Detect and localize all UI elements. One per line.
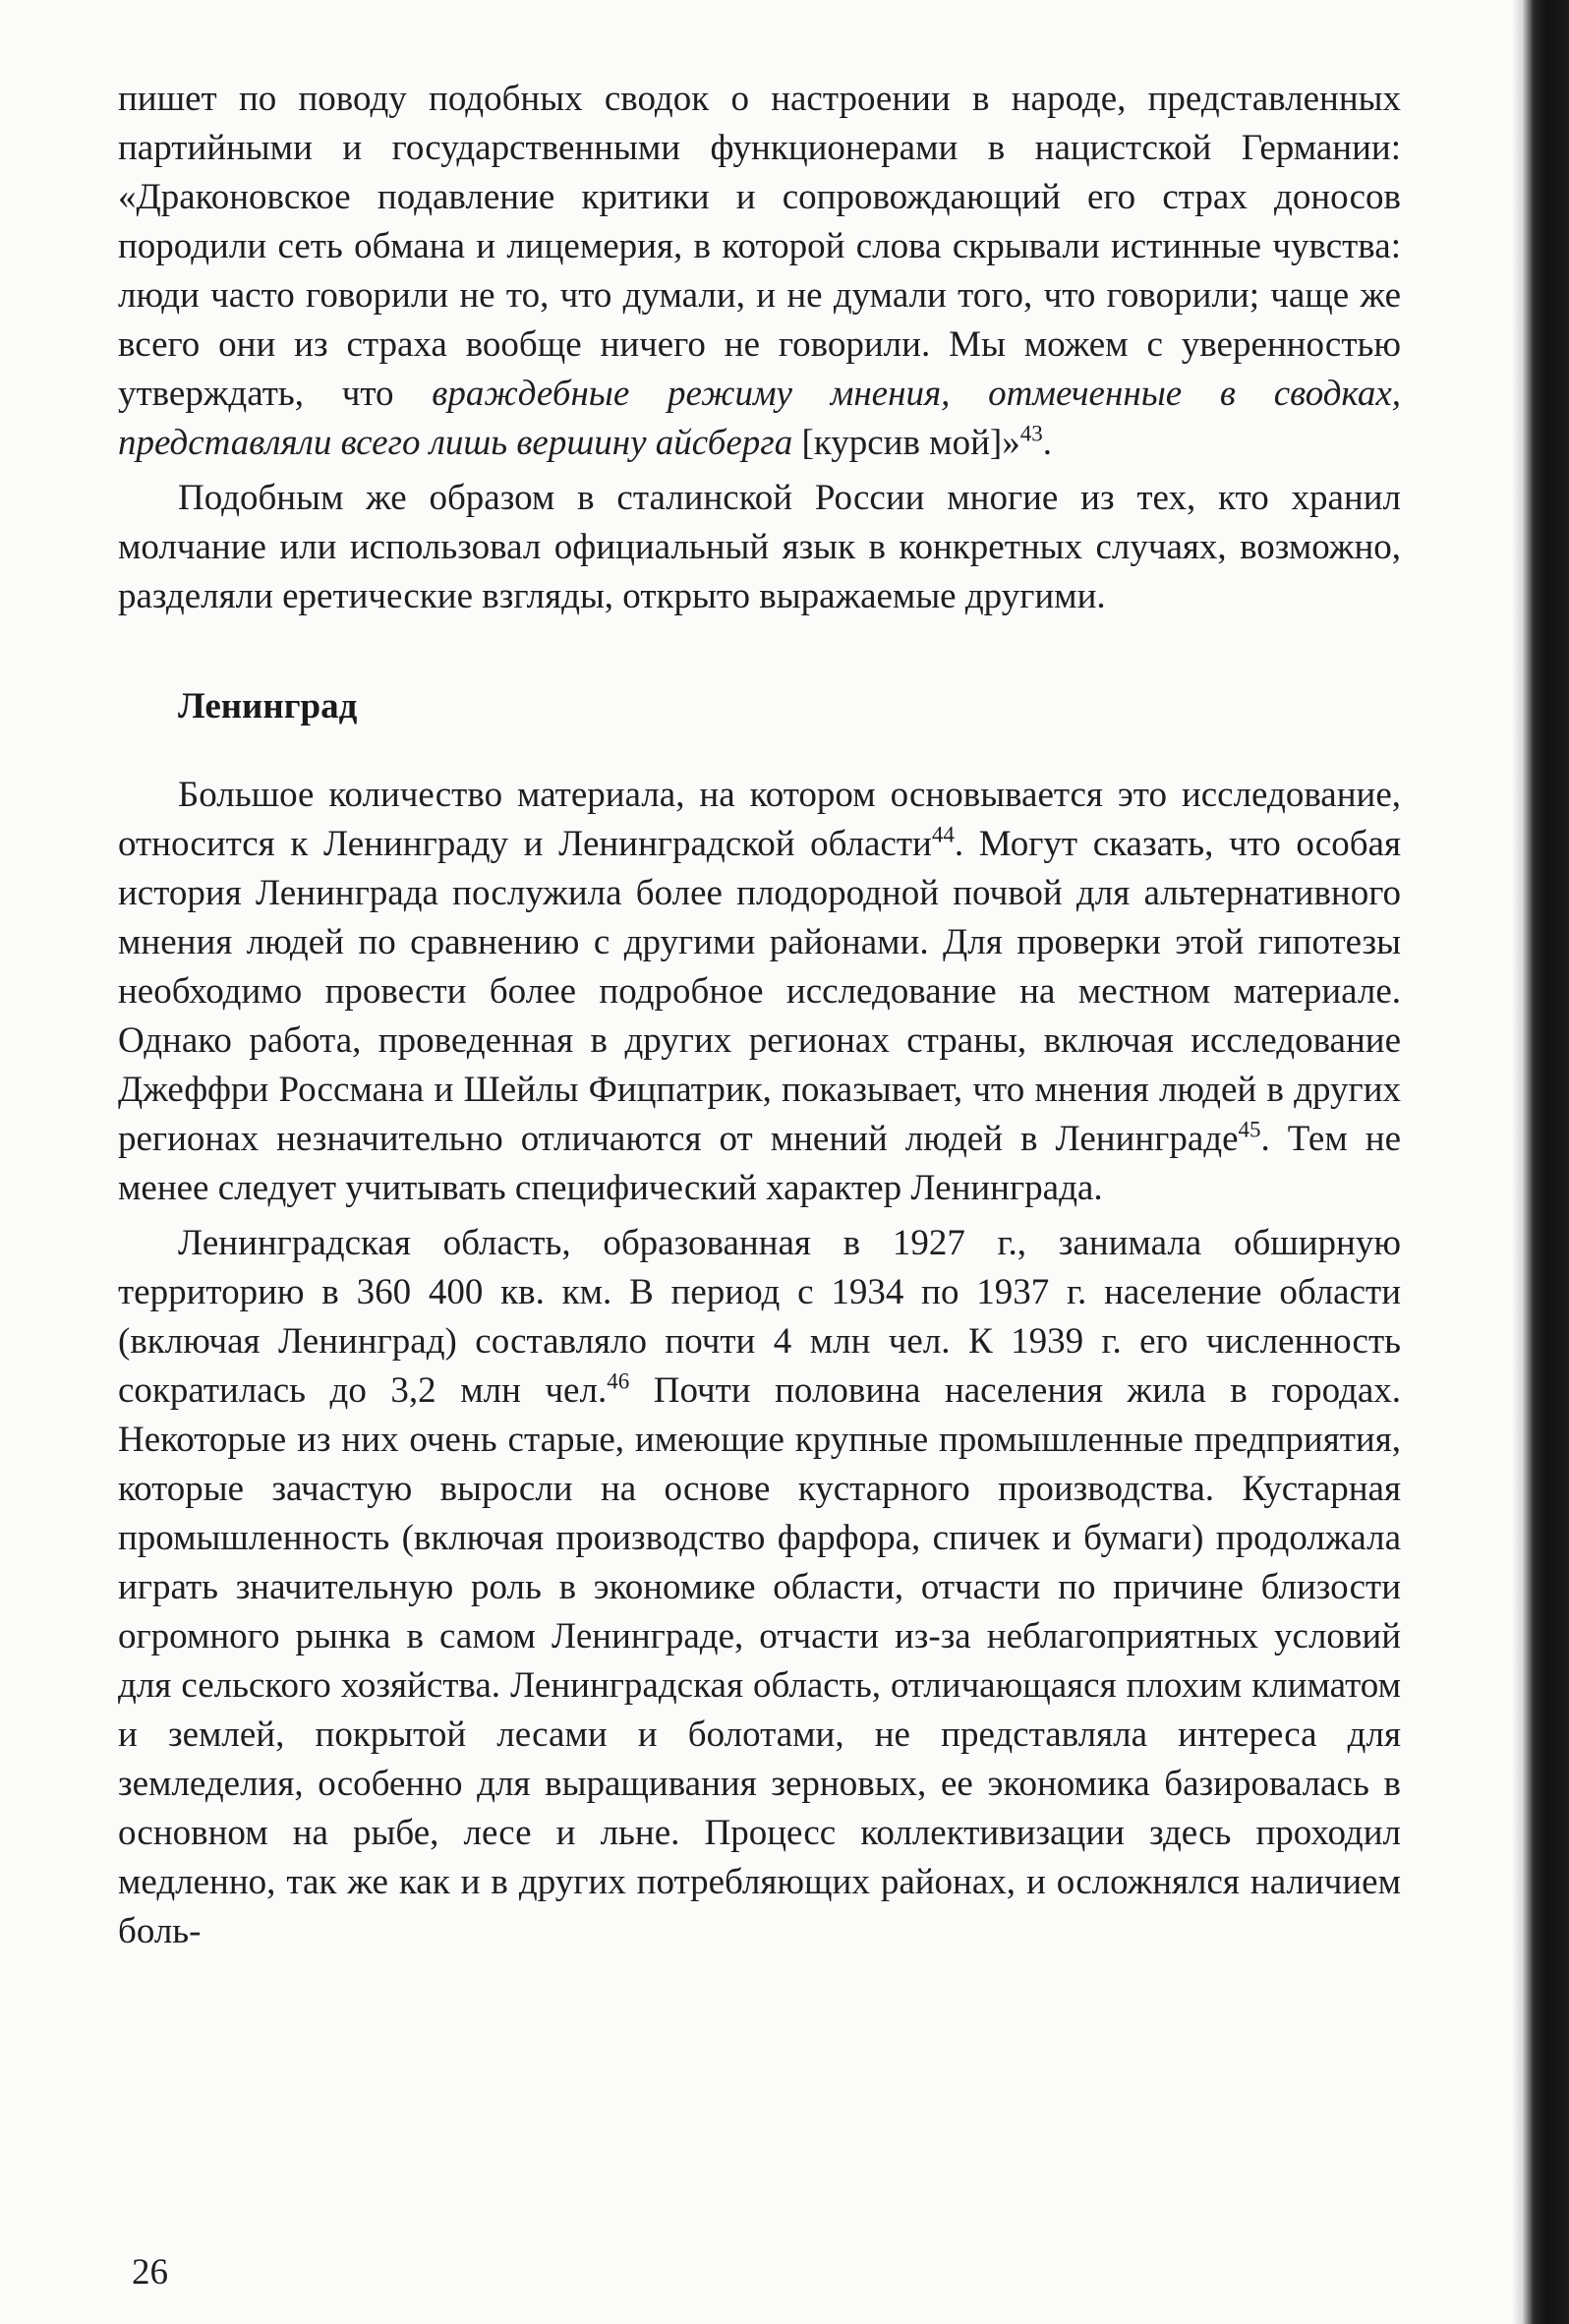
paragraph-text: пишет по поводу подобных сводок о настроении в народе, представленных партийными и государственными функционерами в нацистской Германии: «Драконовское подавление критики и сопровождающий его страх доносов породили сеть обмана и лицемерия, в которой слова скрывали истинные чувства: люди часто говорили не то, что думали, и не думали того, что говорили; чаще же всего они из страха вообще ничего не говорили. Мы можем с уверенностью утверждать, что	[118, 79, 1401, 414]
paragraph-quote-continuation	[118, 75, 1401, 468]
paragraph-text: .	[1042, 423, 1052, 463]
book-spine-shadow	[1512, 0, 1569, 2324]
page-text	[118, 75, 1401, 1956]
footnote-ref-44: 44	[931, 822, 955, 847]
footnote-ref-43: 43	[1019, 421, 1043, 446]
paragraph-text: Большое количество материала, на котором основывается это исследование, относится к Ленинграду и Ленинградской области	[118, 775, 1401, 864]
paragraph-text: Почти половина населения жила в городах. Некоторые из них очень старые, имеющие крупные промышленные предприятия, которые зачастую выросли на основе кустарного производства. Кустарная промышленность (включая производство фарфора, спичек и бумаги) продолжала играть значительную роль в экономике области, отчасти по причине близости огромного рынка в самом Ленинграде, отчасти из-за неблагоприятных условий для сельского хозяйства. Ленинградская область, отличающаяся плохим климатом и землей, покрытой лесами и болотами, не представляла интереса для земледелия, особенно для выращивания зерновых, ее экономика базировалась в основном на рыбе, лесе и льне. Процесс коллективизации здесь проходил медленно, так же как и в других потребляющих районах, и осложнялся наличием боль-	[118, 1370, 1402, 1951]
paragraph-text: . Тем не менее следует учитывать специфический характер Ленинграда.	[118, 1119, 1401, 1208]
page-number: 26	[132, 2252, 168, 2293]
paragraph-leningrad-material	[118, 771, 1401, 1213]
paragraph-text: Ленинградская область, образованная в 1927 г., занимала обширную территорию в 360 400 кв. км. В период с 1934 по 1937 г. население области (включая Ленинград) составляло почти 4 млн чел. К 1939 г. его численность сократилась до 3,2 млн чел.	[118, 1223, 1401, 1411]
footnote-ref-46: 46	[607, 1368, 630, 1394]
paragraph-stalin-russia: Подобным же образом в сталинской России многие из тех, кто хранил молчание или использовал официальный язык в конкретных случаях, возможно, разделяли еретические взгляды, открыто выражаемые другими.	[118, 478, 1401, 616]
footnote-ref-45: 45	[1238, 1117, 1261, 1142]
paragraph-text: [курсив мой]»	[792, 423, 1020, 463]
italic-emphasis: враждебные режиму мнения, отмеченные в сводках, представляли всего лишь вершину айсберга	[118, 374, 1401, 463]
section-heading: Ленинград	[178, 686, 358, 726]
paragraph-leningrad-region	[118, 1219, 1401, 1956]
paragraph-text: . Могут сказать, что особая история Ленинграда послужила более плодородной почвой для альтернативного мнения людей по сравнению с другими районами. Для проверки этой гипотезы необходимо провести более подробное исследование на местном материале. Однако работа, проведенная в других регионах страны, включая исследование Джеффри Россмана и Шейлы Фицпатрик, показывает, что мнения людей в других регионах незначительно отличаются от мнений людей в Ленинграде	[118, 824, 1401, 1159]
